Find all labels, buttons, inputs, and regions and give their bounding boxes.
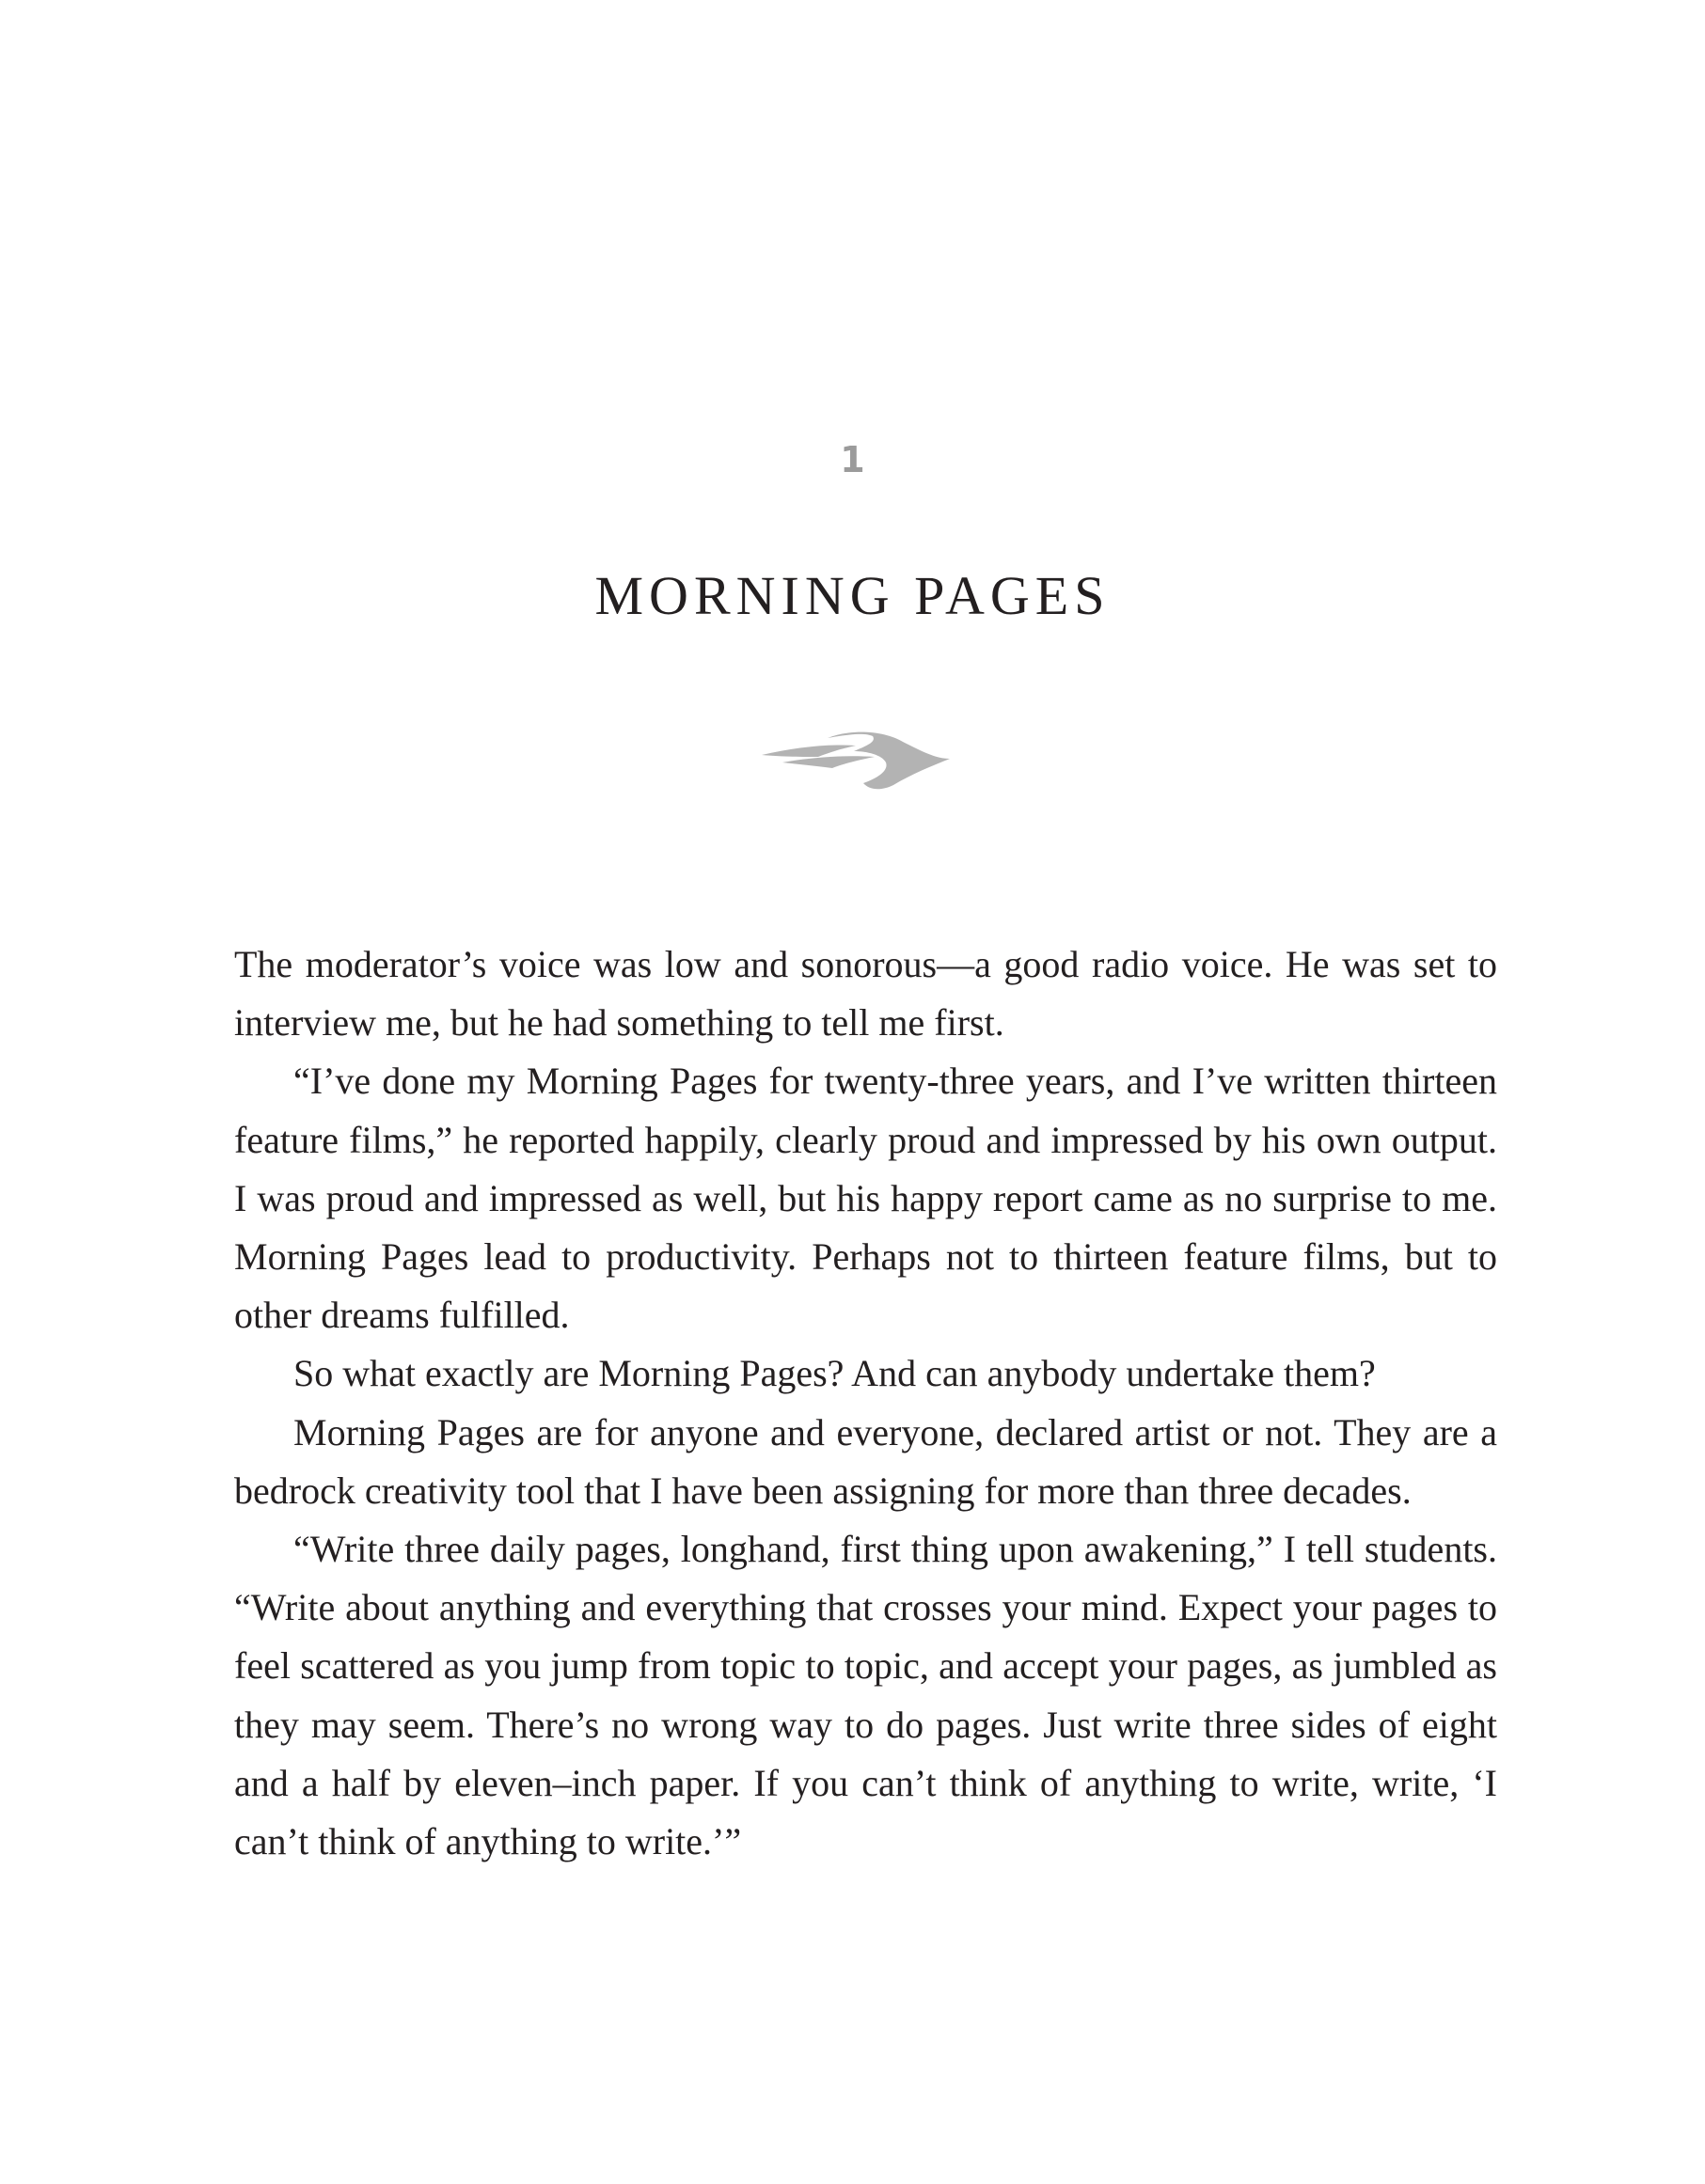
paragraph: “Write three daily pages, longhand, first thing upon awakening,” I tell students. “Write about anything and everything that crosses your mind. Expect your pages to feel scattered as you jump from topic to topic, and accept your pages, as jumbled as they may seem. There’s no wrong way to do pages. Just write three sides of eight and a half by eleven–inch paper. If you can’t think of anything to write, write, ‘I can’t think of anything to write.’” (234, 1528, 1497, 1863)
chapter-title: MORNING PAGES (594, 565, 1111, 626)
paragraph: So what exactly are Morning Pages? And can anybody undertake them? (293, 1352, 1376, 1395)
swash-ornament-icon (762, 729, 950, 794)
chapter-body (234, 935, 1497, 1871)
paragraph: “I’ve done my Morning Pages for twenty-three years, and I’ve written thirteen feature films,” he reported happily, clearly proud and impressed by his own output. I was proud and impressed as well, but his happy report came as no surprise to me. Morning Pages lead to productivity. Perhaps not to thirteen feature films, but to other dreams fulfilled. (234, 1060, 1497, 1337)
chapter-number: 1 (840, 439, 865, 480)
paragraph: Morning Pages are for anyone and everyone, declared artist or not. They are a bedrock creativity tool that I have been assigning for more than three decades. (234, 1410, 1497, 1512)
paragraph: The moderator’s voice was low and sonorous—a good radio voice. He was set to interview me, but he had something to tell me first. (234, 943, 1497, 1045)
